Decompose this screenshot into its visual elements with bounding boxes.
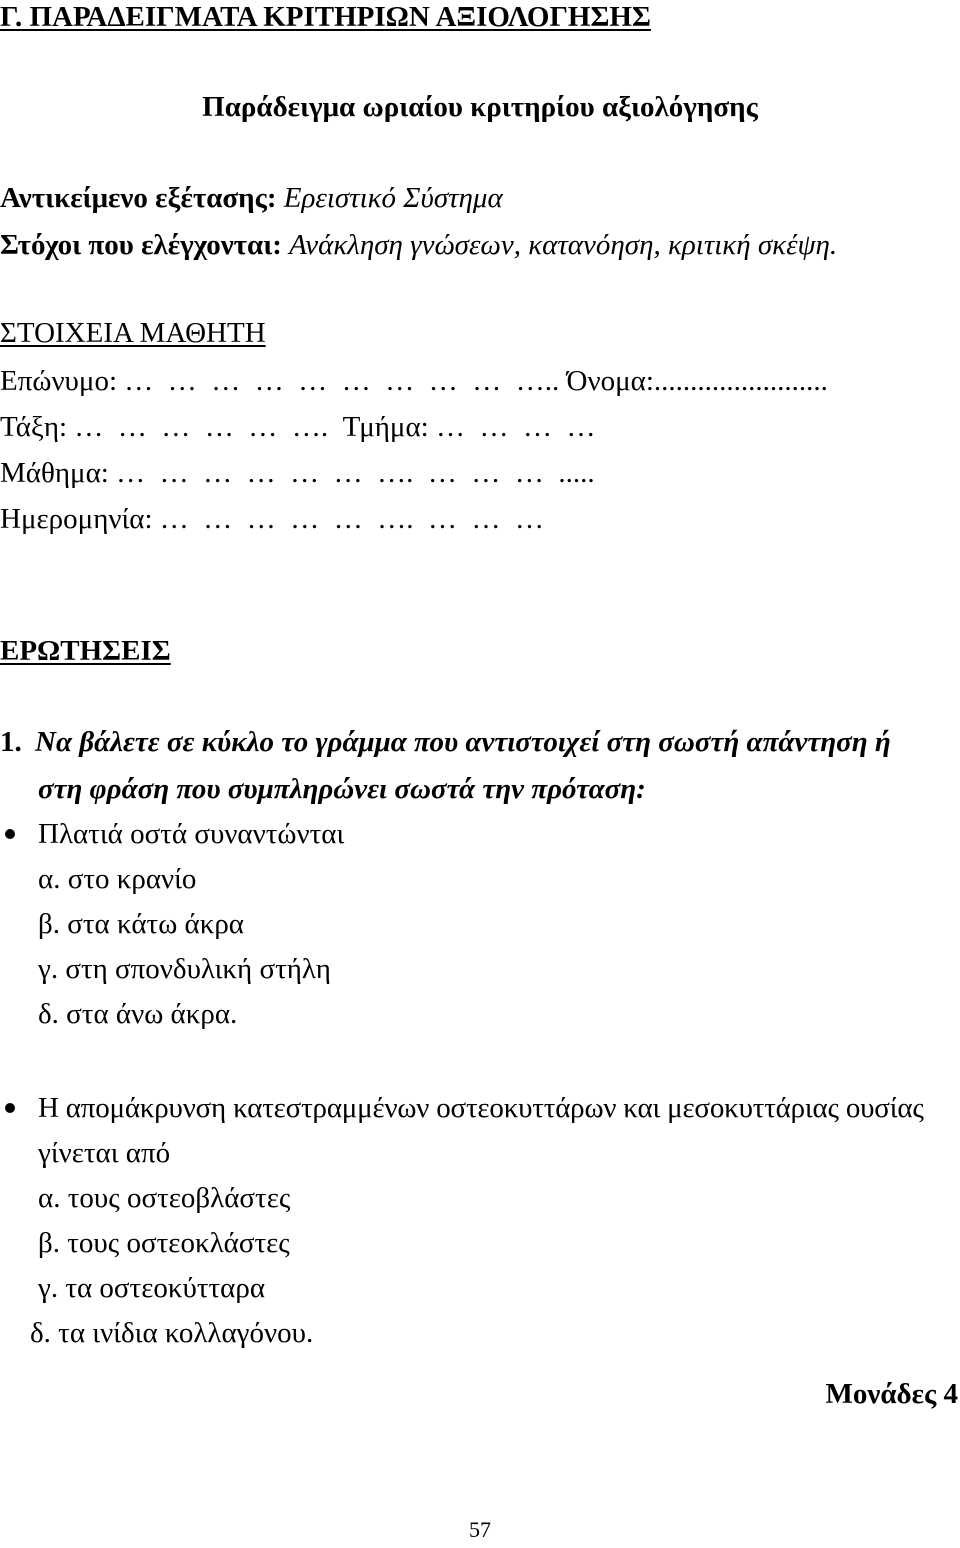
student-info-heading: ΣΤΟΙΧΕΙΑ ΜΑΘΗΤΗ: [0, 317, 266, 349]
item-1-option-a[interactable]: α. στο κρανίο: [38, 863, 197, 895]
bullet-icon: [5, 829, 15, 839]
surname-row: [0, 364, 828, 398]
item-2-option-a[interactable]: α. τους οστεοβλάστες: [38, 1182, 291, 1214]
date-field[interactable]: … … … … … …. … … …: [152, 503, 552, 535]
class-field[interactable]: … … … … … ….: [67, 411, 343, 443]
section-field[interactable]: … … … …: [428, 411, 603, 443]
section-label: Τμήμα:: [342, 411, 429, 443]
section-title: Γ. ΠΑΡΑΔΕΙΓΜΑΤΑ ΚΡΙΤΗΡΙΩΝ ΑΞΙΟΛΟΓΗΣΗΣ: [0, 1, 651, 33]
item-1-option-b[interactable]: β. στα κάτω άκρα: [38, 908, 245, 940]
bullet-icon: [5, 1103, 15, 1113]
lesson-row: [0, 456, 595, 490]
question-1-line-2: στη φράση που συμπληρώνει σωστά την πρόταση:: [38, 773, 646, 805]
exam-subject-value: Ερειστικό Σύστημα: [283, 182, 503, 214]
item-2-stem-line-2: γίνεται από: [38, 1137, 171, 1169]
class-row: [0, 410, 603, 444]
questions-heading: ΕΡΩΤΗΣΕΙΣ: [0, 635, 171, 667]
objectives-label: Στόχοι που ελέγχονται:: [0, 229, 282, 261]
lesson-field[interactable]: … … … … … … …. … … … .....: [108, 457, 595, 489]
exam-subject-row: [0, 181, 503, 215]
page-subtitle: Παράδειγμα ωριαίου κριτηρίου αξιολόγησης: [202, 91, 758, 123]
item-2-option-d[interactable]: δ. τα ινίδια κολλαγόνου.: [30, 1317, 314, 1349]
points-label: Μονάδες 4: [825, 1378, 958, 1410]
question-1-text-1: Να βάλετε σε κύκλο το γράμμα που αντιστοιχεί στη σωστή απάντηση ή: [35, 726, 891, 758]
item-2-stem-line-1: Η απομάκρυνση κατεστραμμένων οστεοκυττάρων και μεσοκυττάριας ουσίας: [38, 1092, 924, 1124]
question-1-line-1: [0, 725, 891, 759]
item-1-stem: Πλατιά οστά συναντώνται: [38, 818, 345, 850]
question-number: 1.: [0, 726, 22, 758]
date-label: Ημερομηνία:: [0, 503, 153, 535]
item-1-option-c[interactable]: γ. στη σπονδυλική στήλη: [38, 953, 331, 985]
lesson-label: Μάθημα:: [0, 457, 109, 489]
name-label: Όνομα:........................: [566, 365, 828, 397]
page-number: 57: [469, 1517, 491, 1542]
surname-field[interactable]: … … … … … … … … … …..: [117, 365, 567, 397]
date-row: [0, 502, 551, 536]
class-label: Τάξη:: [0, 411, 68, 443]
item-2-option-b[interactable]: β. τους οστεοκλάστες: [38, 1227, 290, 1259]
objectives-value: Ανάκληση γνώσεων, κατανόηση, κριτική σκέψη.: [289, 229, 838, 261]
exam-subject-label: Αντικείμενο εξέτασης:: [0, 182, 277, 214]
objectives-row: [0, 228, 837, 262]
item-1-option-d[interactable]: δ. στα άνω άκρα.: [38, 998, 238, 1030]
surname-label: Επώνυμο:: [0, 365, 118, 397]
item-2-option-c[interactable]: γ. τα οστεοκύτταρα: [38, 1272, 266, 1304]
